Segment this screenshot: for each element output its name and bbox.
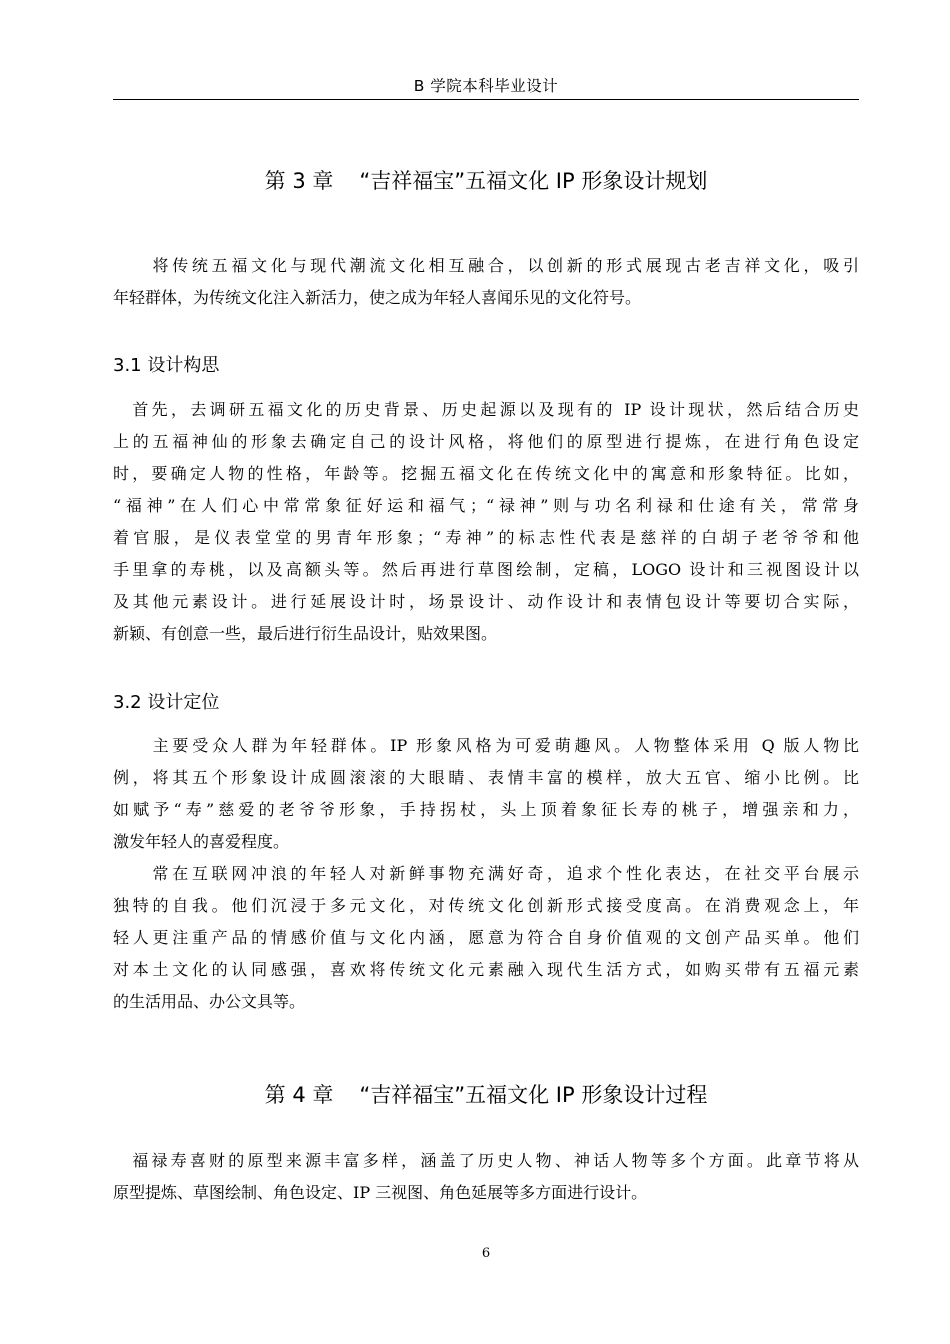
page-header: B 学院本科毕业设计: [413, 77, 559, 95]
chapter-3-intro: [113, 250, 859, 314]
text-line: “福神”在人们心中常常象征好运和福气；“禄神”则与功名利禄和仕途有关，常常身: [113, 496, 859, 515]
section-3-2-heading: 3.2 设计定位: [113, 692, 220, 713]
text-line: 新颖、有创意一些，最后进行衍生品设计，贴效果图。: [113, 624, 498, 643]
text-line: 轻人更注重产品的情感价值与文化内涵，愿意为符合自身价值观的文创产品买单。他们: [113, 928, 859, 947]
section-3-2-para-2: [113, 858, 859, 1018]
page-number: 6: [481, 1246, 491, 1261]
text-line: 主要受众人群为年轻群体。IP 形象风格为可爱萌趣风。人物整体采用 Q 版人物比: [113, 736, 859, 755]
chapter-4-title: [113, 1080, 859, 1110]
text-line: 对本土文化的认同感强，喜欢将传统文化元素融入现代生活方式，如购买带有五福元素: [113, 960, 859, 979]
text-line: 的生活用品、办公文具等。: [113, 992, 306, 1011]
header-rule: [113, 99, 859, 100]
text-line: 首先，去调研五福文化的历史背景、历史起源以及现有的 IP 设计现状，然后结合历史: [113, 400, 859, 419]
text-line: 手里拿的寿桃，以及高额头等。然后再进行草图绘制，定稿，LOGO 设计和三视图设计以: [113, 560, 859, 579]
text-line: 着官服，是仪表堂堂的男青年形象；“寿神”的标志性代表是慈祥的白胡子老爷爷和他: [113, 528, 859, 547]
chapter-3-title: [113, 166, 859, 196]
chapter-3-number: 第 3 章: [264, 169, 334, 193]
text-line: 激发年轻人的喜爱程度。: [113, 832, 290, 851]
chapter-4-intro: [113, 1145, 859, 1209]
text-line: 原型提炼、草图绘制、角色设定、IP 三视图、角色延展等多方面进行设计。: [113, 1183, 648, 1202]
text-line: 时，要确定人物的性格，年龄等。挖掘五福文化在传统文化中的寓意和形象特征。比如，: [113, 464, 859, 483]
text-line: 福禄寿喜财的原型来源丰富多样，涵盖了历史人物、神话人物等多个方面。此章节将从: [113, 1151, 859, 1170]
text-line: 将传统五福文化与现代潮流文化相互融合，以创新的形式展现古老吉祥文化，吸引: [113, 256, 859, 275]
text-line: 及其他元素设计。进行延展设计时，场景设计、动作设计和表情包设计等要切合实际，: [113, 592, 859, 611]
chapter-4-title-text: “吉祥福宝”五福文化 IP 形象设计过程: [359, 1083, 708, 1107]
text-line: 年轻群体，为传统文化注入新活力，使之成为年轻人喜闻乐见的文化符号。: [113, 288, 642, 307]
text-line: 例，将其五个形象设计成圆滚滚的大眼睛、表情丰富的模样，放大五官、缩小比例。比: [113, 768, 859, 787]
chapter-4-number: 第 4 章: [264, 1083, 334, 1107]
text-line: 如赋予“寿”慈爱的老爷爷形象，手持拐杖，头上顶着象征长寿的桃子，增强亲和力，: [113, 800, 859, 819]
section-3-1-body: [113, 394, 859, 650]
text-line: 常在互联网冲浪的年轻人对新鲜事物充满好奇，追求个性化表达，在社交平台展示: [113, 864, 859, 883]
chapter-3-title-text: “吉祥福宝”五福文化 IP 形象设计规划: [359, 169, 708, 193]
text-line: 独特的自我。他们沉浸于多元文化，对传统文化创新形式接受度高。在消费观念上，年: [113, 896, 859, 915]
section-3-1-heading: 3.1 设计构思: [113, 355, 220, 376]
section-3-2-para-1: [113, 730, 859, 858]
text-line: 上的五福神仙的形象去确定自己的设计风格，将他们的原型进行提炼，在进行角色设定: [113, 432, 859, 451]
